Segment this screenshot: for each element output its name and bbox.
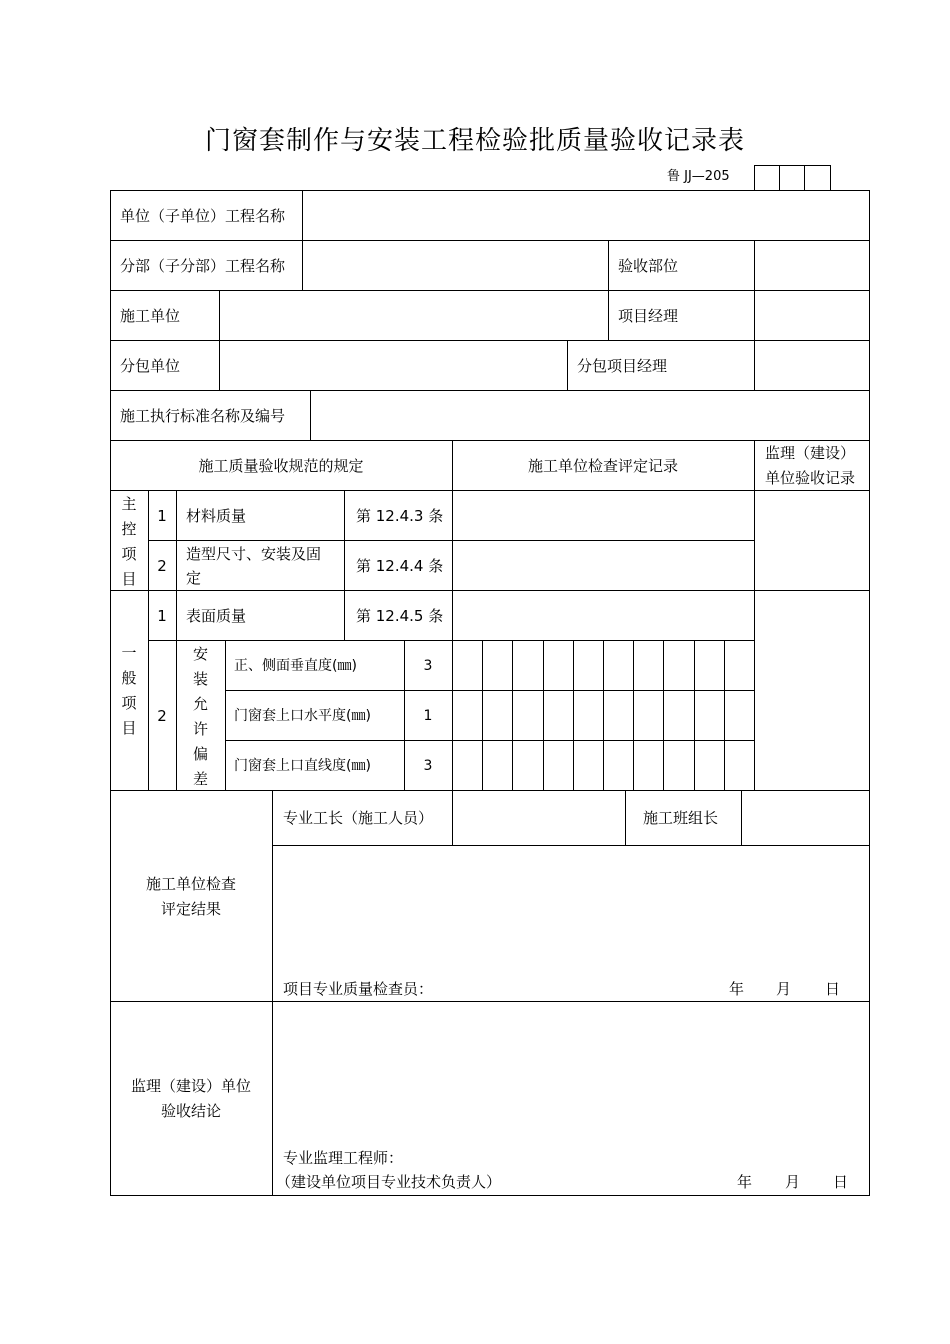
conclusion-month: 月 [785,1173,801,1191]
main-item-1-clause: 第 12.4.3 条 [356,507,444,525]
acceptance-part-label: 验收部位 [618,257,679,275]
conclusion-day: 日 [833,1173,849,1191]
supervision-column-header-line1: 监理（建设） [765,444,856,462]
construction-check-label-line2: 评定结果 [160,900,221,918]
main-item-1-name: 材料质量 [186,507,247,525]
spec-column-header: 施工质量验收规范的规定 [198,457,364,475]
tolerance-2-value: 1 [423,708,433,724]
main-item-2-clause: 第 12.4.4 条 [356,557,444,575]
general-item-2-no: 2 [157,707,167,725]
check-year: 年 [729,980,745,998]
check-month: 月 [776,980,792,998]
foreman-label: 专业工长（施工人员） [283,809,434,827]
engineer-label: 专业监理工程师： [283,1149,404,1167]
main-item-2-name-line2: 定 [186,569,202,587]
owner-label: （建设单位项目专业技术负责人） [276,1173,502,1191]
sub-project-label: 分部（子分部）工程名称 [120,257,286,275]
construction-unit-label: 施工单位 [120,307,181,325]
conclusion-year: 年 [737,1173,753,1191]
main-item-2-name-line1: 造型尺寸、安装及固 [186,545,322,563]
main-item-2-no: 2 [157,557,167,575]
project-manager-label: 项目经理 [618,307,679,325]
general-item-1-no: 1 [157,607,167,625]
general-item-1-name: 表面质量 [186,607,247,625]
tolerance-3-value: 3 [423,758,433,774]
subcontract-manager-label: 分包项目经理 [577,357,668,375]
tolerance-1-value: 3 [423,658,433,674]
supervision-column-header-line2: 单位验收记录 [765,469,856,487]
record-column-header: 施工单位检查评定记录 [527,457,678,475]
tolerance-1-name: 正、侧面垂直度(㎜) [234,658,357,674]
standard-label: 施工执行标准名称及编号 [120,407,286,425]
project-name-label: 单位（子单位）工程名称 [120,207,286,225]
general-item-1-clause: 第 12.4.5 条 [356,607,444,625]
construction-check-label-line1: 施工单位检查 [145,875,236,893]
subcontract-unit-label: 分包单位 [120,357,181,375]
supervision-conclusion-label-line1: 监理（建设）单位 [130,1077,251,1095]
main-item-1-no: 1 [157,507,167,525]
form-code: 鲁 JJ—205 [667,169,730,184]
inspector-label: 项目专业质量检查员： [283,980,434,998]
tolerance-3-name: 门窗套上口直线度(㎜) [234,758,371,774]
supervision-conclusion-label-line2: 验收结论 [160,1102,221,1120]
team-leader-label: 施工班组长 [643,809,719,827]
form-title: 门窗套制作与安装工程检验批质量验收记录表 [204,126,745,156]
check-day: 日 [825,980,841,998]
tolerance-2-name: 门窗套上口水平度(㎜) [234,708,371,724]
